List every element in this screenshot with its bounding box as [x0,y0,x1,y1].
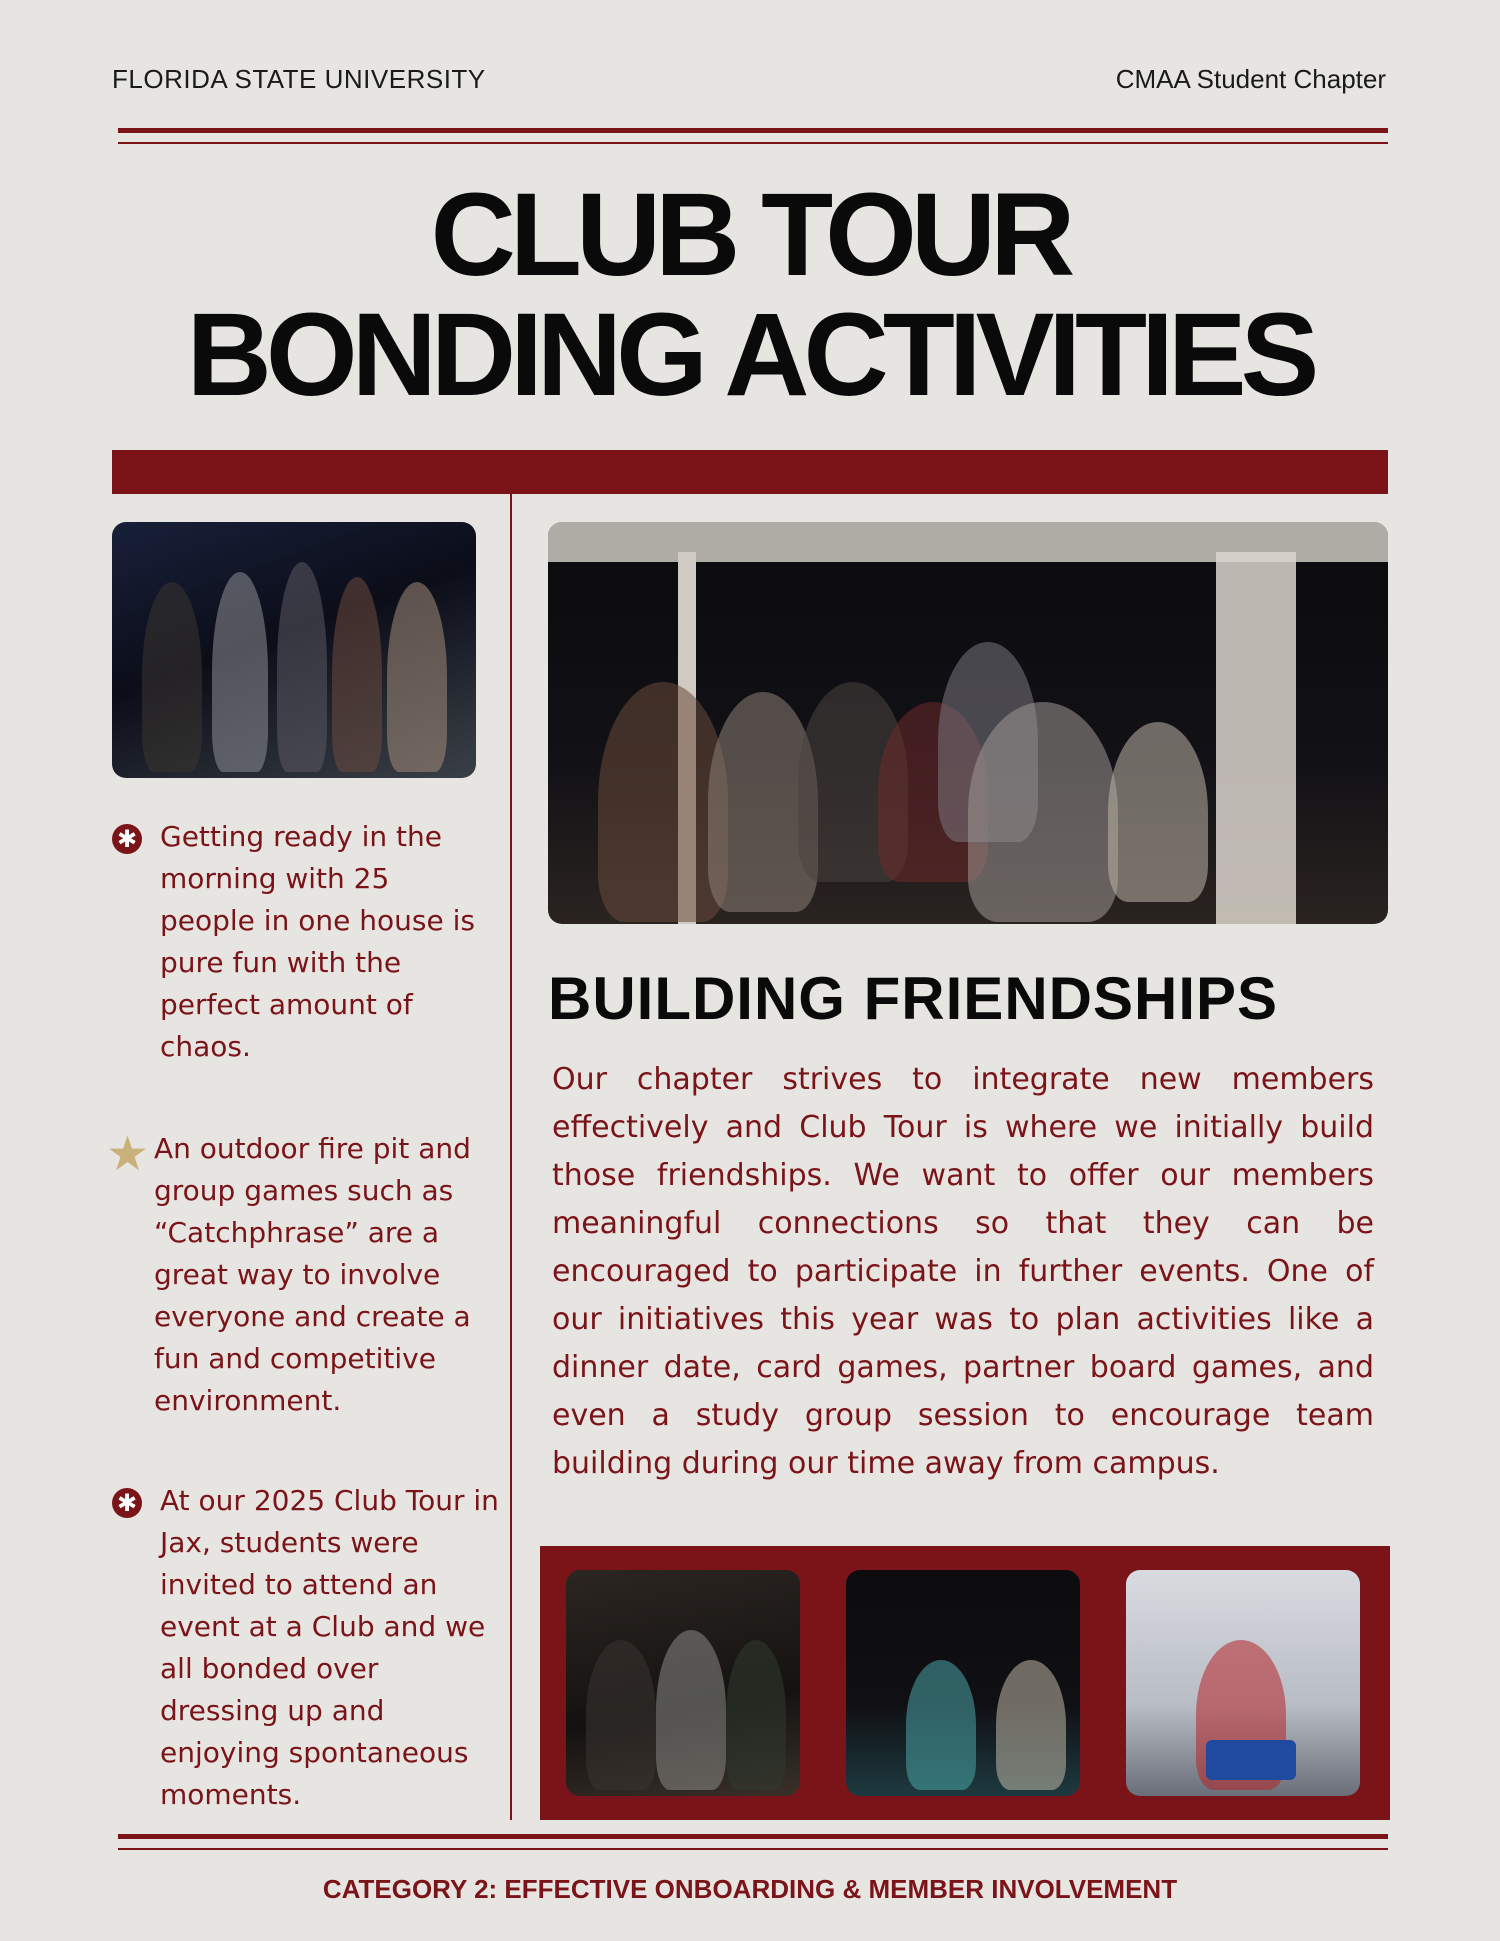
star-icon: ★ [106,1126,150,1182]
header-rule-thick [118,128,1388,133]
photo-patio-night [548,522,1388,924]
footer-category: CATEGORY 2: EFFECTIVE ONBOARDING & MEMBER INVOLVEMENT [322,1874,1178,1904]
photo-strip [540,1546,1390,1820]
footer-rule-thin [118,1848,1388,1850]
bullet-text-2: An outdoor fire pit and group games such as “Catchphrase” are a great way to involve everyone and create a fun and competitive environment. [154,1132,471,1417]
page-title-line1: CLUB TOUR [430,169,1070,301]
section-title: BUILDING FRIENDSHIPS [548,965,1279,1032]
photo-sitting-group [566,1570,800,1796]
photo-group-costumes [112,522,476,778]
page-title-line2: BONDING ACTIVITIES [186,289,1314,421]
header-university: FLORIDA STATE UNIVERSITY [112,64,486,94]
bullet-text-1: Getting ready in the morning with 25 people in one house is pure fun with the perfect amount of chaos. [160,820,475,1063]
section-body: Our chapter strives to integrate new members effectively and Club Tour is where we initially build those friendships. We want to offer our members meaningful connections so that they can be encouraged to participate in further events. One of our initiatives this year was to plan activities like a dinner date, card games, partner board games, and even a study group session to encourage team building during our time away from campus. [552,1062,1374,1481]
asterisk-icon: ✱ [112,824,142,854]
photo-frisbee [1126,1570,1360,1796]
photo-patio-chairs [846,1570,1080,1796]
bullet-text-3: At our 2025 Club Tour in Jax, students were invited to attend an event at a Club and we all bonded over dressing up and enjoying spontaneous moments. [160,1484,499,1811]
header-chapter: CMAA Student Chapter [1115,64,1386,94]
footer-rule-thick [118,1834,1388,1839]
title-band [112,450,1388,494]
header-rule-thin [118,142,1388,144]
column-divider [510,494,512,1820]
asterisk-icon: ✱ [112,1488,142,1518]
